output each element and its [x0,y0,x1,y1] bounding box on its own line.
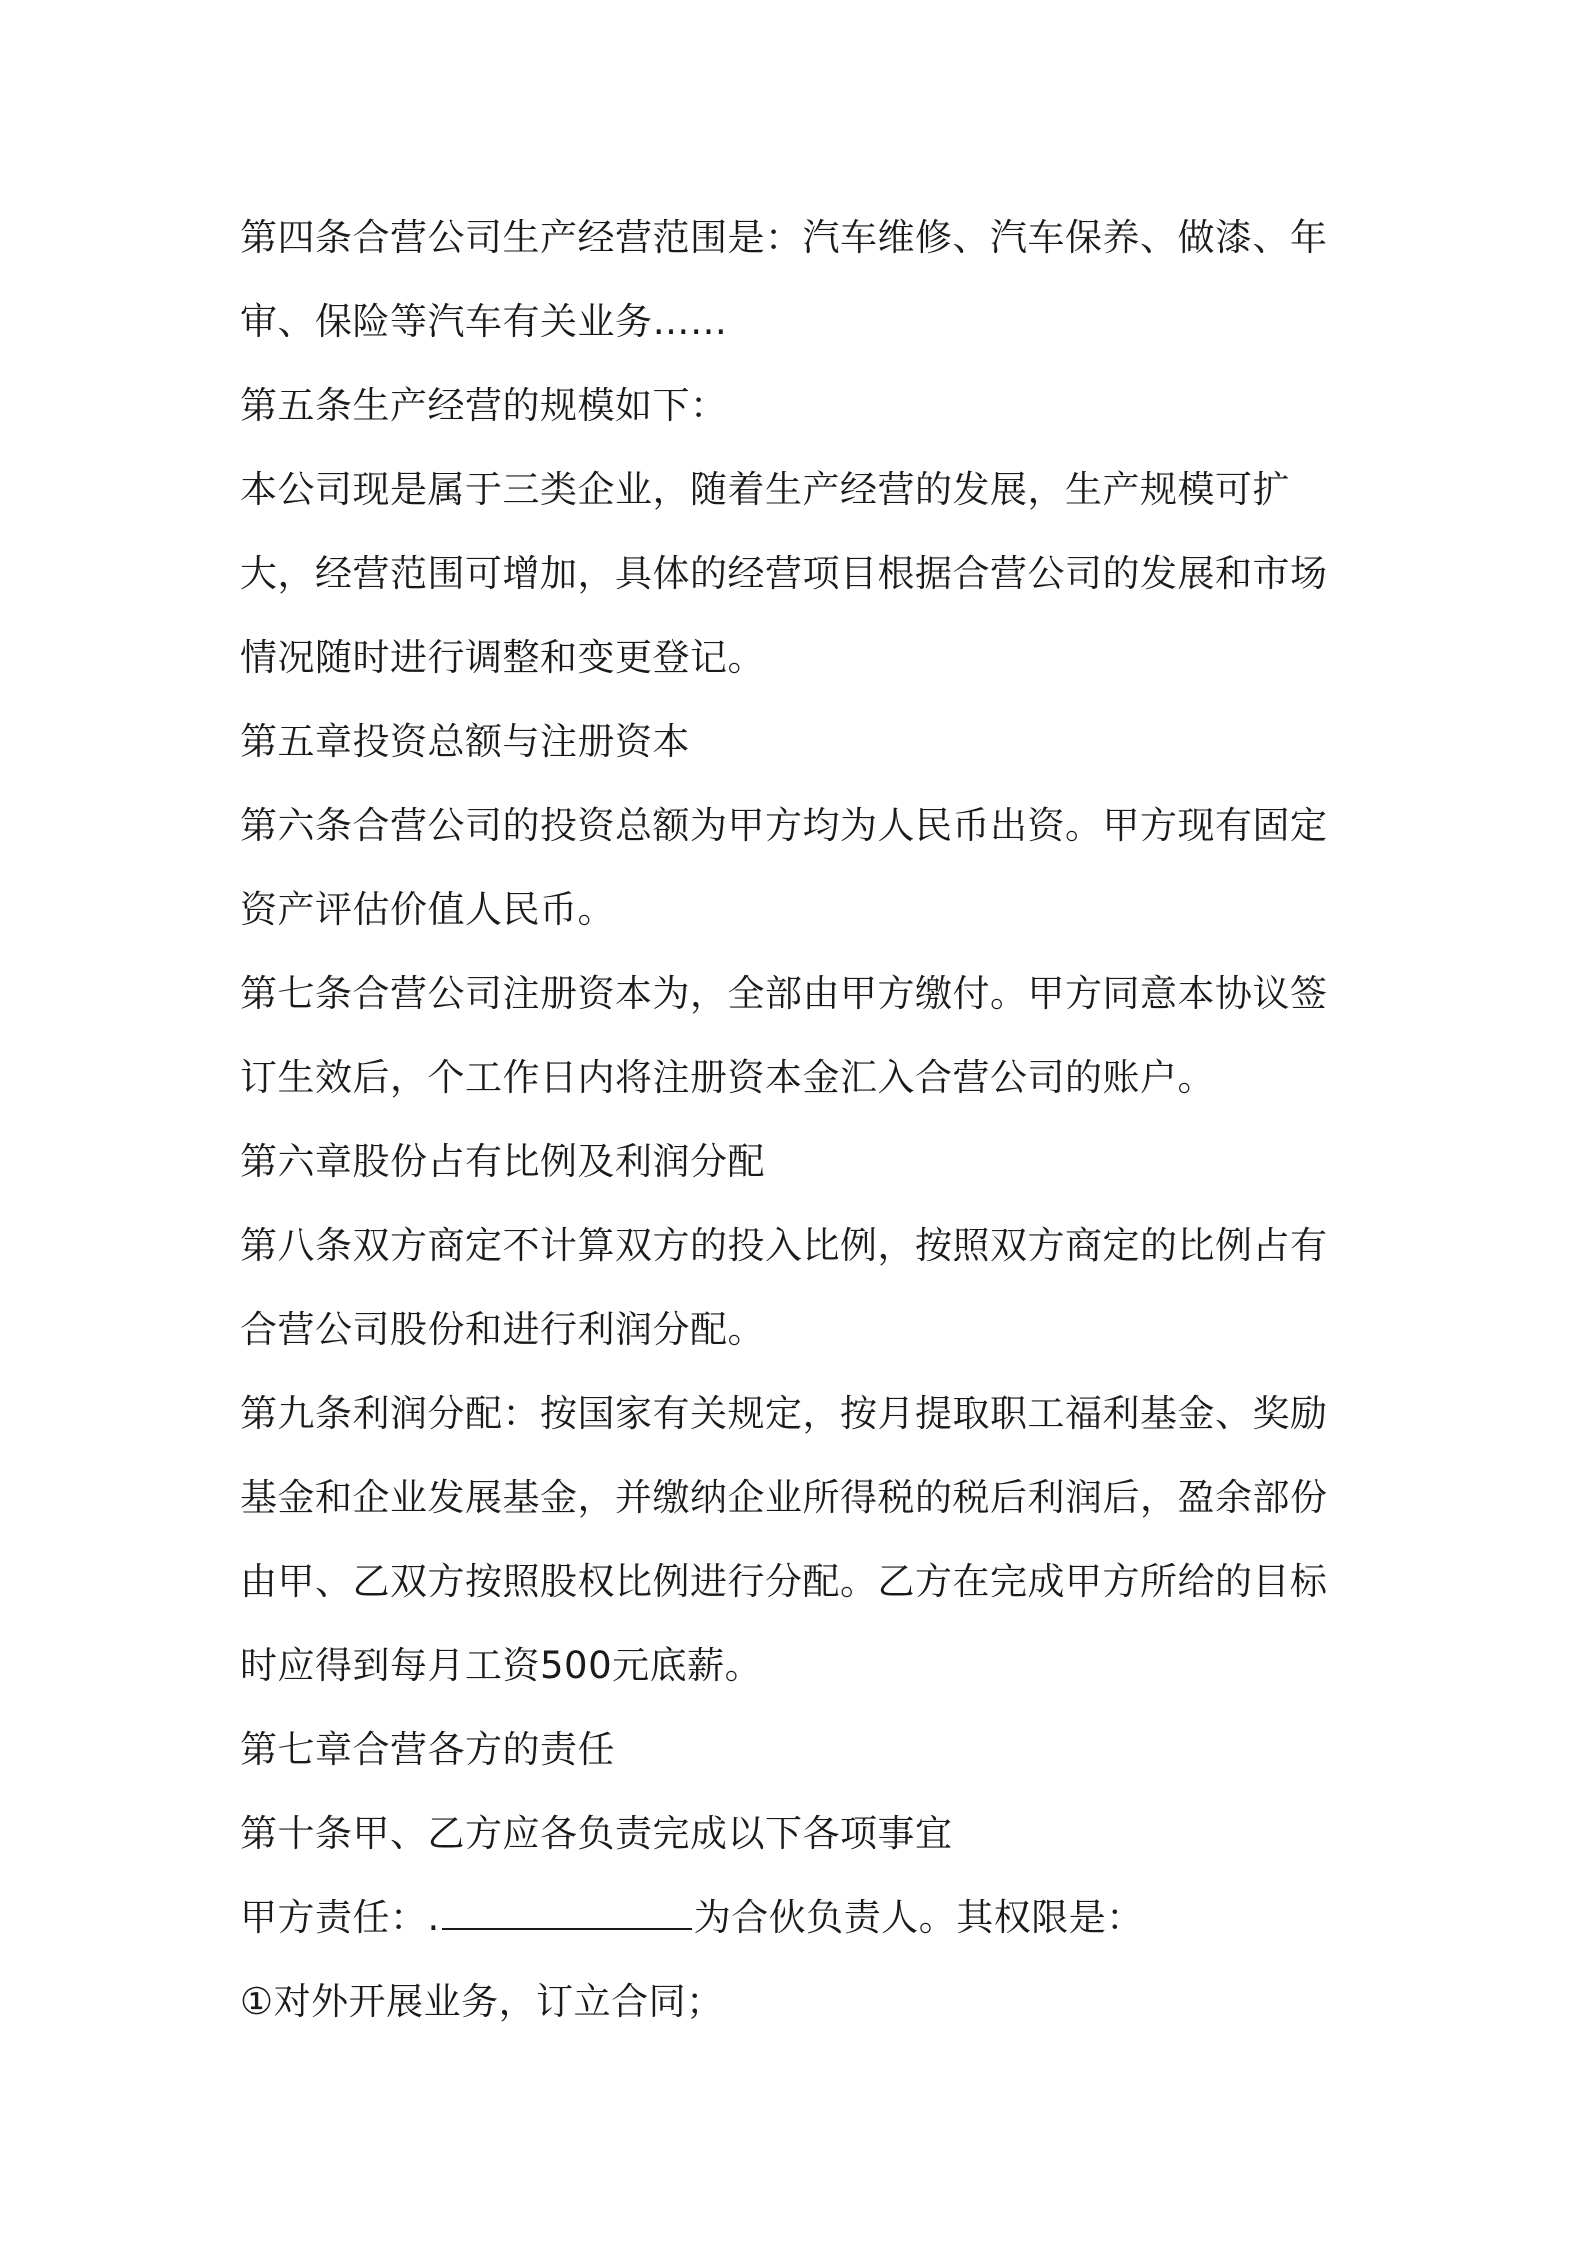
article-9: 第九条利润分配：按国家有关规定，按月提取职工福利基金、奖励基金和企业发展基金，并缴纳企业所得税的税后利润后，盈余部份由甲、乙双方按照股权比例进行分配。乙方在完成甲方所给的目标时应得到每月工资500元底薪。 [240,1392,1328,1687]
item-1: ①对外开展业务，订立合同； [240,1980,724,2023]
party-a-prefix: 甲方责任：. [240,1896,440,1939]
party-a-responsibility-line [240,1876,1360,1960]
article-7: 第七条合营公司注册资本为，全部由甲方缴付。甲方同意本协议签订生效后，个工作日内将注册资本金汇入合营公司的账户。 [240,972,1328,1099]
chapter-7-title: 第七章合营各方的责任 [240,1728,615,1771]
article-8: 第八条双方商定不计算双方的投入比例，按照双方商定的比例占有合营公司股份和进行利润分配。 [240,1224,1328,1351]
chapter-6-title: 第六章股份占有比例及利润分配 [240,1140,765,1183]
article-5-heading: 第五条生产经营的规模如下： [240,384,728,427]
fill-in-blank [442,1894,692,1930]
chapter-5-title: 第五章投资总额与注册资本 [240,720,690,763]
article-5-body: 本公司现是属于三类企业，随着生产经营的发展，生产规模可扩大，经营范围可增加，具体的经营项目根据合营公司的发展和市场情况随时进行调整和变更登记。 [240,468,1328,679]
party-a-suffix: 为合伙负责人。其权限是： [693,1896,1144,1939]
article-10: 第十条甲、乙方应各负责完成以下各项事宜 [240,1812,953,1855]
document-body [240,196,1360,2044]
article-4: 第四条合营公司生产经营范围是：汽车维修、汽车保养、做漆、年审、保险等汽车有关业务…… [240,216,1328,343]
article-6: 第六条合营公司的投资总额为甲方均为人民币出资。甲方现有固定资产评估价值人民币。 [240,804,1328,931]
